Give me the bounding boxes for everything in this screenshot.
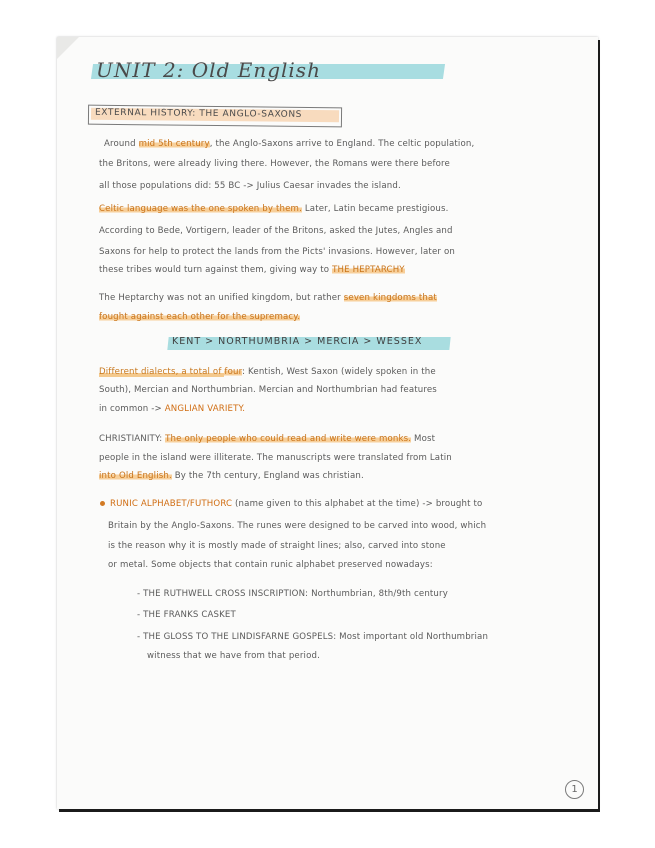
p3-line-1 [99,366,436,378]
list-item: - THE FRANKS CASKET [137,610,236,620]
p4-l1-text-b: Most [411,434,436,444]
p3-l1-text: Different dialects, a total of [99,367,225,377]
p3-l1-highlight: four [224,367,243,377]
p5-line-2: Britain by the Anglo-Saxons. The runes were designed to be carved into wood, which [108,521,487,531]
p1-line-7 [99,264,405,276]
bullet-dot [100,501,105,506]
p1-l4-highlight: Celtic language was the one spoken by them. [99,204,302,214]
p4-line-1 [99,433,435,445]
p2-l1-text: The Heptarchy was not an unified kingdom, but rather [99,293,344,303]
p3-l1-text-b: : Kentish, West Saxon (widely spoken in the [242,367,436,377]
p5-l1-text: (name given to this alphabet at the time) -> brought to [232,499,483,509]
p2-line-2 [99,311,300,323]
p1-line-5: According to Bede, Vortigern, leader of the Britons, asked the Jutes, Angles and [99,226,453,236]
p3-l3-text: in common -> [99,404,165,414]
p2-l1-highlight: seven kingdoms that [343,293,437,303]
p1-l7-text: these tribes would turn against them, giving way to [99,265,333,275]
p1-l4-text: Later, Latin became prestigious. [301,204,449,214]
p5-line-3: is the reason why it is mostly made of straight lines; also, carved into stone [108,541,446,551]
list-item-continued: witness that we have from that period. [147,651,320,661]
p4-line-2: people in the island were illiterate. The manuscripts were translated from Latin [99,453,452,463]
p5-line-4: or metal. Some objects that contain runic alphabet preserved nowadays: [108,560,433,570]
p1-l1-text: Around [104,139,139,149]
p4-l1-highlight: The only people who could read and write were monks. [165,434,412,444]
kingdoms-block [168,334,450,354]
p4-line-3 [99,470,364,482]
p1-line-1 [104,138,474,150]
p3-l3-highlight: ANGLIAN VARIETY. [164,404,246,414]
p2-l2-highlight: fought against each other for the supremacy. [99,312,301,322]
notebook-page [57,37,598,809]
p1-line-4 [99,203,449,215]
title-block [92,58,442,84]
p1-line-3: all those populations did: 55 BC -> Julius Caesar invades the island. [99,181,401,191]
p4-l3-highlight: into Old English. [99,471,172,481]
p3-line-2: South), Mercian and Northumbrian. Mercian and Northumbrian had features [99,385,437,395]
p4-l3-text: By the 7th century, England was christian. [171,471,364,481]
p1-line-2: the Britons, were already living there. However, the Romans were there before [99,159,450,169]
p1-l1-text-b: , the Anglo-Saxons arrive to England. The celtic population, [209,139,475,149]
p1-l1-highlight: mid 5th century [138,139,210,149]
p5-line-1 [110,498,482,510]
p1-line-6: Saxons for help to protect the lands from the Picts' invasions. However, later on [99,247,455,257]
p2-line-1 [99,292,437,304]
page-number: 1 [565,780,584,799]
page-title: UNIT 2: Old English [96,58,321,82]
p4-l1-text: CHRISTIANITY: [99,434,166,444]
list-item: - THE GLOSS TO THE LINDISFARNE GOSPELS: Most important old Northumbrian [137,632,489,642]
list-item: - THE RUTHWELL CROSS INSCRIPTION: Northumbrian, 8th/9th century [137,589,448,599]
p3-line-3 [99,403,245,415]
section-heading-box [88,105,342,128]
section-heading: EXTERNAL HISTORY: THE ANGLO-SAXONS [94,107,303,120]
page-corner-fold [57,37,79,59]
p5-l1-highlight: RUNIC ALPHABET/FUTHORC [110,499,233,509]
p1-l7-highlight: THE HEPTARCHY [332,265,405,275]
kingdoms-order: KENT > NORTHUMBRIA > MERCIA > WESSEX [172,336,423,347]
